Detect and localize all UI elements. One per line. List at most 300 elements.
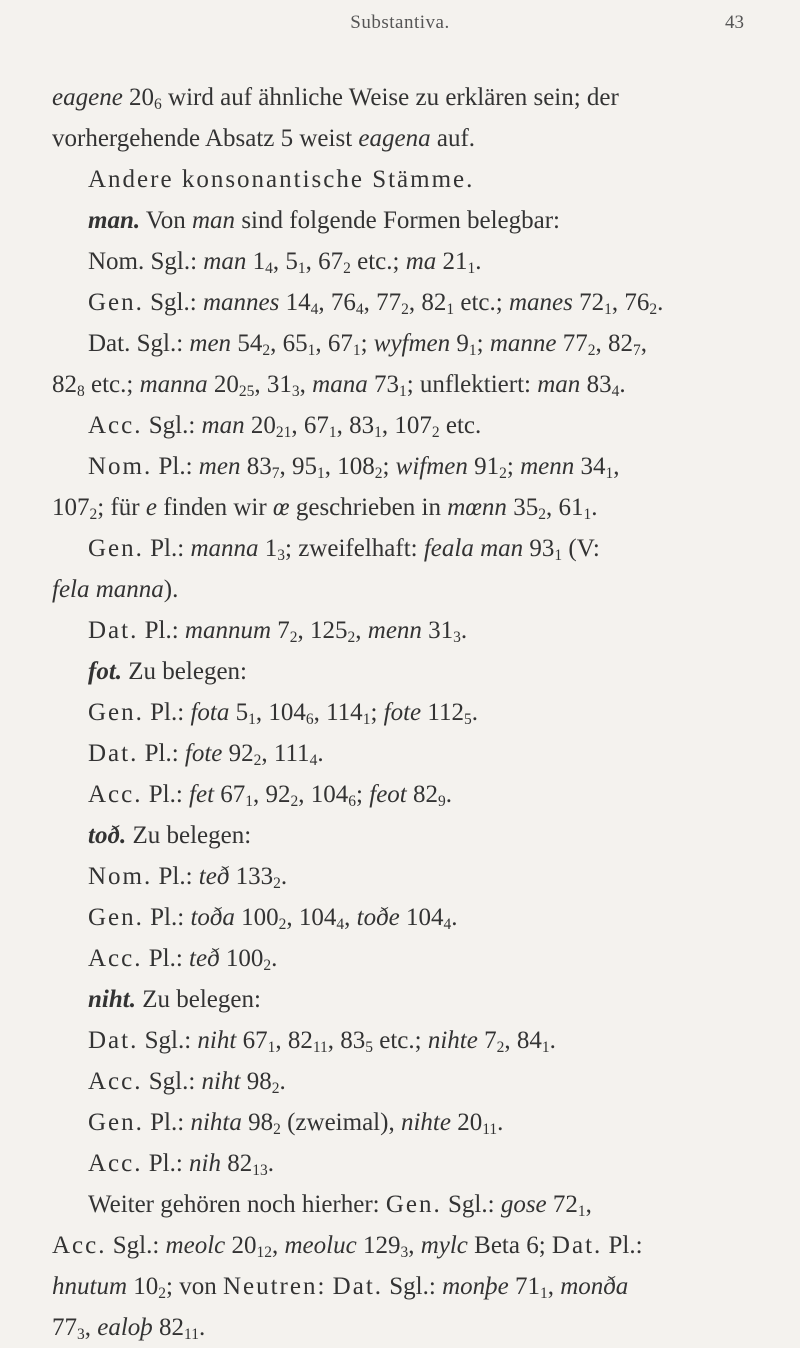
text-run: 82 — [152, 1314, 185, 1341]
text-run: , 107 — [381, 412, 432, 439]
text-run: , 108 — [324, 453, 375, 480]
text-run: 35 — [506, 494, 539, 521]
text-run: teð — [189, 945, 220, 972]
subscript-number: 1 — [297, 259, 306, 277]
subscript-number: 4 — [309, 751, 318, 769]
text-run: 67 — [214, 781, 246, 808]
text-run: fela manna — [52, 576, 164, 603]
text-run: fet — [189, 781, 215, 808]
text-run: , 84 — [504, 1027, 542, 1054]
subscript-number: 2 — [401, 300, 409, 318]
text-run: fot. — [88, 658, 123, 685]
text-run: Gen. — [88, 289, 144, 316]
text-run: 10 — [127, 1273, 159, 1300]
text-run: wird auf ähnliche Weise zu erklären sein; der — [161, 84, 619, 111]
text-run: 92 — [222, 740, 254, 767]
subscript-number: 2 — [587, 341, 596, 359]
text-run: (V: — [562, 535, 600, 562]
text-line — [52, 569, 752, 610]
text-line — [52, 446, 752, 487]
subscript-number: 1 — [467, 259, 476, 277]
text-run: Acc. — [88, 1068, 143, 1095]
text-line — [52, 979, 752, 1020]
text-line — [52, 282, 752, 323]
text-run: , 82 — [275, 1027, 313, 1054]
text-run: , 104 — [286, 904, 337, 931]
text-run: manes — [508, 289, 573, 316]
subscript-number: 2 — [431, 423, 440, 441]
text-run: 7 — [271, 617, 290, 644]
text-run: Nom. Sgl.: — [88, 248, 204, 275]
text-run: man — [192, 207, 236, 234]
text-run: Nom. — [88, 863, 153, 890]
text-run: , 125 — [297, 617, 348, 644]
text-line — [52, 733, 752, 774]
text-run: Von — [140, 207, 192, 234]
text-run: Dat. — [332, 1273, 384, 1300]
text-run: Andere konsonantische Stämme. — [88, 166, 475, 193]
text-run: monða — [560, 1273, 629, 1300]
text-run: Pl.: — [142, 945, 190, 972]
text-line — [52, 1061, 752, 1102]
subscript-number: 1 — [328, 423, 337, 441]
text-run: . — [317, 740, 324, 767]
text-run: 20 — [122, 84, 155, 111]
subscript-number: 3 — [277, 546, 286, 564]
subscript-number: 11 — [312, 1038, 328, 1056]
text-run: etc.; — [454, 289, 509, 316]
text-run: 73 — [367, 371, 399, 398]
subscript-number: 3 — [77, 1325, 85, 1343]
subscript-number: 13 — [252, 1161, 268, 1179]
text-line — [52, 364, 752, 405]
text-run: man — [537, 371, 581, 398]
text-run: Gen. — [88, 535, 144, 562]
text-run: Pl.: — [152, 453, 199, 480]
subscript-number: 1 — [316, 464, 325, 482]
subscript-number: 1 — [605, 464, 614, 482]
text-run: œ — [272, 494, 290, 521]
subscript-number: 21 — [275, 423, 292, 441]
text-run: . — [591, 494, 598, 521]
text-run: . — [471, 699, 478, 726]
text-run: 82 — [221, 1150, 253, 1177]
text-run: 7 — [477, 1027, 497, 1054]
text-line — [52, 323, 752, 364]
subscript-number: 2 — [158, 1284, 166, 1302]
text-run: niht — [201, 1068, 241, 1095]
text-run: . — [271, 945, 278, 972]
text-run: 21 — [436, 248, 468, 275]
text-run: manne — [489, 330, 557, 357]
text-run: Zu belegen: — [126, 822, 252, 849]
text-run: 20 — [207, 371, 239, 398]
text-run: , 65 — [270, 330, 308, 357]
text-run: 1 — [246, 248, 266, 275]
subscript-number: 9 — [438, 792, 446, 810]
subscript-number: 2 — [253, 751, 262, 769]
text-run: mœnn — [447, 494, 507, 521]
text-run: meoluc — [284, 1232, 357, 1259]
text-run: toð. — [88, 822, 127, 849]
text-run: monþe — [442, 1273, 509, 1300]
text-line — [52, 856, 752, 897]
text-run: , 76 — [611, 289, 650, 316]
text-run: Pl.: — [143, 699, 191, 726]
text-run: mannum — [184, 617, 272, 644]
text-run: Gen. — [88, 699, 144, 726]
text-run: wyfmen — [373, 330, 451, 357]
subscript-number: 2 — [343, 259, 351, 277]
text-run: 20 — [450, 1109, 483, 1136]
subscript-number: 1 — [554, 546, 563, 564]
text-run: fote — [184, 740, 223, 767]
text-run: , — [640, 330, 647, 357]
text-run: , 77 — [363, 289, 402, 316]
text-run: ; — [370, 699, 384, 726]
text-line — [52, 1184, 752, 1225]
text-run: , 92 — [253, 781, 291, 808]
text-run: Acc. — [88, 1150, 143, 1177]
subscript-number: 4 — [310, 300, 319, 318]
text-run: . — [451, 904, 458, 931]
subscript-number: 12 — [256, 1243, 272, 1261]
subscript-number: 4 — [611, 382, 620, 400]
page-number: 43 — [725, 12, 744, 33]
text-run: 129 — [356, 1232, 401, 1259]
text-run: ; — [382, 453, 396, 480]
text-run: man — [201, 412, 245, 439]
text-run: 83 — [580, 371, 612, 398]
text-run: men — [198, 453, 241, 480]
text-run: 72 — [546, 1191, 578, 1218]
text-run: Sgl.: — [106, 1232, 166, 1259]
subscript-number: 1 — [352, 341, 361, 359]
text-run: fota — [190, 699, 230, 726]
text-run: Pl.: — [138, 740, 185, 767]
text-run: eagene — [52, 84, 123, 111]
text-run: Weiter gehören noch hierher: — [88, 1191, 386, 1218]
text-run: sind folgende Formen belegbar: — [235, 207, 560, 234]
text-run: Dat. — [551, 1232, 603, 1259]
text-run: 34 — [574, 453, 606, 480]
subscript-number: 4 — [336, 915, 345, 933]
text-run: , — [585, 1191, 592, 1218]
text-run: Beta 6; — [467, 1232, 552, 1259]
subscript-number: 1 — [446, 300, 455, 318]
subscript-number: 2 — [649, 300, 658, 318]
text-run: finden wir — [156, 494, 273, 521]
text-run: Sgl.: — [142, 1068, 202, 1095]
subscript-number: 2 — [273, 874, 281, 892]
text-run: 100 — [219, 945, 264, 972]
text-run: . — [198, 1314, 206, 1341]
text-run: 20 — [225, 1232, 257, 1259]
subscript-number: 5 — [365, 1038, 373, 1056]
text-run: , 104 — [255, 699, 306, 726]
text-run: men — [189, 330, 232, 357]
text-run: Zu belegen: — [135, 986, 261, 1013]
text-line — [52, 897, 752, 938]
text-line — [52, 692, 752, 733]
text-run: Dat. — [88, 617, 139, 644]
text-run: Nom. — [88, 453, 153, 480]
text-line — [52, 241, 752, 282]
text-run: man — [203, 248, 247, 275]
text-run: 72 — [572, 289, 605, 316]
text-run: 83 — [240, 453, 272, 480]
text-line — [52, 1143, 752, 1184]
text-run: ; — [360, 330, 374, 357]
text-line — [52, 77, 752, 118]
subscript-number: 2 — [289, 628, 298, 646]
text-line — [52, 610, 752, 651]
text-run: auf. — [430, 125, 476, 152]
text-run: fote — [383, 699, 422, 726]
subscript-number: 4 — [265, 259, 273, 277]
text-run: , 111 — [261, 740, 310, 767]
subscript-number: 6 — [154, 95, 162, 113]
subscript-number: 25 — [238, 382, 255, 400]
text-run: 133 — [229, 863, 274, 890]
text-run: Dat. — [88, 1027, 139, 1054]
text-run: , 76 — [318, 289, 356, 316]
text-run: , — [613, 453, 620, 480]
text-run: man. — [88, 207, 141, 234]
text-run: , 5 — [272, 248, 298, 275]
text-run: manna — [139, 371, 208, 398]
text-run: , 31 — [254, 371, 292, 398]
subscript-number: 1 — [583, 505, 592, 523]
text-run: 14 — [279, 289, 311, 316]
text-run: ; — [476, 330, 490, 357]
text-run: feala man — [423, 535, 524, 562]
text-run: etc.; — [373, 1027, 428, 1054]
text-run: menn — [367, 617, 422, 644]
text-run: ; — [506, 453, 521, 480]
subscript-number: 7 — [271, 464, 280, 482]
text-run: nih — [189, 1150, 221, 1177]
text-run: teð — [198, 863, 230, 890]
subscript-number: 2 — [347, 628, 356, 646]
text-run: . — [497, 1109, 504, 1136]
subscript-number: 1 — [245, 792, 254, 810]
subscript-number: 11 — [482, 1120, 498, 1138]
text-run: . — [460, 617, 468, 644]
text-run: Pl.: — [602, 1232, 643, 1259]
text-run: feot — [369, 781, 407, 808]
text-run: . — [267, 1150, 274, 1177]
text-run: . — [619, 371, 626, 398]
subscript-number: 1 — [468, 341, 477, 359]
text-run: 82 — [406, 781, 438, 808]
text-run: etc.; — [84, 371, 140, 398]
text-run: ; — [356, 781, 370, 808]
subscript-number: 1 — [307, 341, 316, 359]
subscript-number: 2 — [262, 341, 271, 359]
text-run: 82 — [52, 371, 77, 398]
subscript-number: 2 — [374, 464, 383, 482]
text-line — [52, 815, 752, 856]
text-run: manna — [190, 535, 259, 562]
text-run: Pl.: — [143, 1109, 191, 1136]
text-line — [52, 1225, 752, 1266]
text-line — [52, 405, 752, 446]
text-run: . — [445, 781, 452, 808]
subscript-number: 7 — [633, 341, 641, 359]
text-run: 77 — [52, 1314, 77, 1341]
subscript-number: 1 — [604, 300, 612, 318]
subscript-number: 1 — [577, 1202, 586, 1220]
text-run: 54 — [231, 330, 263, 357]
text-run: ; für — [97, 494, 146, 521]
text-run: 20 — [244, 412, 276, 439]
text-run: 31 — [421, 617, 454, 644]
subscript-number: 1 — [539, 1284, 548, 1302]
text-run: niht. — [88, 986, 136, 1013]
subscript-number: 2 — [290, 792, 299, 810]
text-line — [52, 1307, 752, 1348]
text-run: Gen. — [88, 904, 144, 931]
subscript-number: 1 — [362, 710, 371, 728]
subscript-number: 5 — [463, 710, 472, 728]
text-run: Dat. Sgl.: — [88, 330, 190, 357]
text-run: Sgl.: — [143, 289, 203, 316]
text-run: menn — [520, 453, 575, 480]
text-run: Acc. — [52, 1232, 107, 1259]
text-run: 98 — [241, 1109, 274, 1136]
text-run: Pl.: — [143, 535, 191, 562]
text-line — [52, 1266, 752, 1307]
text-run: Sgl.: — [383, 1273, 443, 1300]
subscript-number: 4 — [443, 915, 452, 933]
text-run: Sgl.: — [142, 412, 202, 439]
text-run: (zweimal), — [280, 1109, 401, 1136]
subscript-number: 2 — [271, 1079, 280, 1097]
text-run: 98 — [240, 1068, 272, 1095]
text-run: Pl.: — [138, 617, 185, 644]
text-run: nihta — [190, 1109, 242, 1136]
subscript-number: 6 — [348, 792, 357, 810]
text-run: eagena — [358, 125, 431, 152]
text-run: 9 — [450, 330, 469, 357]
text-run: Gen. — [385, 1191, 442, 1218]
text-run: , 104 — [298, 781, 349, 808]
text-run: ma — [405, 248, 437, 275]
subscript-number: 1 — [374, 423, 382, 441]
text-run: , 83 — [327, 1027, 366, 1054]
text-run: , — [408, 1232, 421, 1259]
text-line — [52, 159, 752, 200]
text-run: Pl.: — [143, 904, 191, 931]
subscript-number: 6 — [305, 710, 314, 728]
subscript-number: 3 — [291, 382, 300, 400]
text-run: gose — [500, 1191, 547, 1218]
subscript-number: 3 — [400, 1243, 409, 1261]
text-run: , — [299, 371, 313, 398]
text-run: Pl.: — [142, 781, 190, 808]
text-run: . — [657, 289, 664, 316]
subscript-number: 2 — [538, 505, 546, 523]
text-run: vorhergehende Absatz 5 weist — [52, 125, 359, 152]
text-run: . — [280, 863, 288, 890]
text-run: toðe — [356, 904, 400, 931]
text-run: niht — [197, 1027, 237, 1054]
text-run: hnutum — [52, 1273, 127, 1300]
text-line — [52, 1102, 752, 1143]
text-run: geschrieben in — [289, 494, 448, 521]
text-run: ). — [163, 576, 179, 603]
text-run: , 82 — [408, 289, 447, 316]
text-line — [52, 487, 752, 528]
text-run: 104 — [399, 904, 444, 931]
text-run: ; unflektiert: — [406, 371, 538, 398]
subscript-number: 4 — [355, 300, 364, 318]
text-run: . — [549, 1027, 556, 1054]
text-run: , 67 — [305, 248, 344, 275]
subscript-number: 2 — [499, 464, 507, 482]
text-run: . — [279, 1068, 286, 1095]
text-run: 5 — [229, 699, 249, 726]
text-run: meolc — [165, 1232, 226, 1259]
text-run: ealoþ — [97, 1314, 153, 1341]
text-run: 93 — [523, 535, 555, 562]
text-line — [52, 200, 752, 241]
text-run: Gen. — [88, 1109, 144, 1136]
text-run: 91 — [467, 453, 500, 480]
text-line — [52, 651, 752, 692]
text-run: mylc — [420, 1232, 468, 1259]
subscript-number: 2 — [278, 915, 287, 933]
text-run: , 114 — [313, 699, 363, 726]
text-run: etc.; — [350, 248, 406, 275]
running-title: Substantiva. — [350, 12, 450, 33]
text-run: Acc. — [88, 781, 143, 808]
text-run: , 95 — [279, 453, 317, 480]
text-run: , — [355, 617, 368, 644]
running-head — [0, 10, 800, 40]
body-text — [52, 77, 752, 1348]
text-line — [52, 528, 752, 569]
text-run: mana — [312, 371, 368, 398]
text-run: , — [547, 1273, 561, 1300]
text-run: Pl.: — [152, 863, 199, 890]
text-run: 71 — [508, 1273, 540, 1300]
text-line — [52, 774, 752, 815]
subscript-number: 2 — [89, 505, 98, 523]
text-run: nihte — [400, 1109, 451, 1136]
text-run: wifmen — [395, 453, 468, 480]
text-run: ; von — [166, 1273, 223, 1300]
text-run: , 61 — [545, 494, 584, 521]
text-line — [52, 118, 752, 159]
subscript-number: 2 — [273, 1120, 281, 1138]
text-run: , 67 — [315, 330, 353, 357]
text-run: 1 — [258, 535, 278, 562]
text-run: 100 — [234, 904, 279, 931]
text-run: , 83 — [336, 412, 375, 439]
subscript-number: 1 — [267, 1038, 276, 1056]
text-run: Acc. — [88, 945, 143, 972]
text-run: Sgl.: — [138, 1027, 198, 1054]
text-run: etc. — [439, 412, 482, 439]
text-run: Dat. — [88, 740, 139, 767]
subscript-number: 2 — [263, 956, 272, 974]
text-run: , — [84, 1314, 98, 1341]
subscript-number: 2 — [496, 1038, 505, 1056]
text-run: nihte — [427, 1027, 478, 1054]
text-run: 107 — [52, 494, 90, 521]
